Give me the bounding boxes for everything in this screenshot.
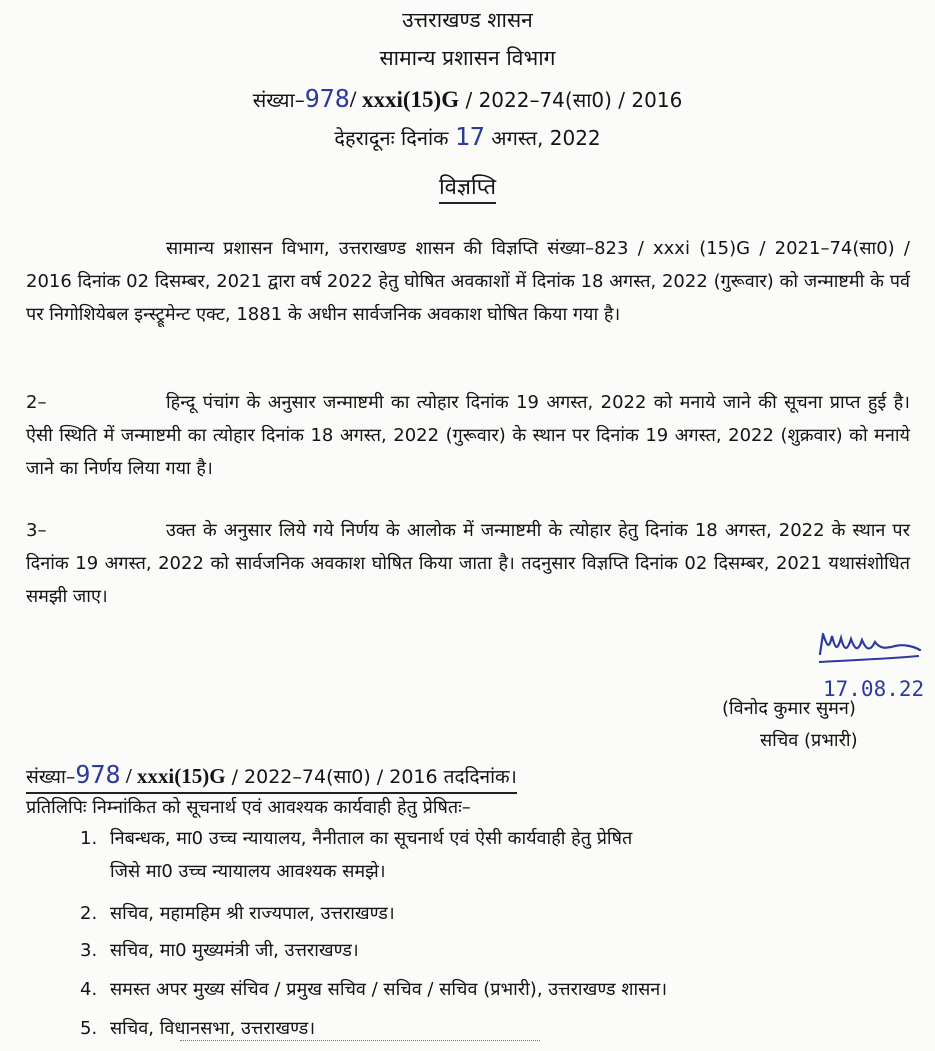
- notice-title: विज्ञप्ति: [0, 171, 935, 201]
- paragraph-3: [26, 514, 910, 613]
- signatory-name: (विनोद कुमार सुमन): [722, 698, 856, 719]
- list-item: 4. समस्त अपर मुख्य संचिव / प्रमुख सचिव / सचिव / सचिव (प्रभारी), उत्तराखण्ड शासन।: [80, 979, 668, 1000]
- copy-intro: प्रतिलिपिः निम्नांकित को सूचनार्थ एवं आवश्यक कार्यवाही हेतु प्रेषितः–: [26, 797, 471, 818]
- ref-suffix: / 2022–74(सा0) / 2016: [459, 88, 683, 112]
- list-item: 3. सचिव, मा0 मुख्यमंत्री जी, उत्तराखण्ड।: [80, 940, 359, 961]
- place-date-prefix: देहरादूनः दिनांक: [334, 126, 455, 150]
- list-item: 5. सचिव, विधानसभा, उत्तराखण्ड।: [80, 1018, 316, 1039]
- place-date: [0, 122, 935, 151]
- copy-reference-number: [26, 760, 517, 794]
- ref-code: / xxxi(15)G: [349, 87, 460, 112]
- signatory-designation: सचिव (प्रभारी): [760, 730, 858, 751]
- paragraph-2-number: 2–: [26, 392, 47, 413]
- place-date-suffix: अगस्त, 2022: [484, 126, 601, 150]
- paragraph-3-text: उक्त के अनुसार लिये गये निर्णय के आलोक में जन्माष्टमी के त्योहार हेतु दिनांक 18 अगस्त, 2022 के स्थान पर दिनांक 19 अगस्त, 2022 को सार्वजनिक अवकाश घोषित किया जाता है। तदनुसार विज्ञप्ति दिनांक 02 दिसम्बर, 2021 यथासंशोधित समझी जाए।: [26, 520, 910, 607]
- signature-date: 17.08.22: [823, 677, 925, 701]
- header-department: सामान्य प्रशासन विभाग: [379, 46, 556, 70]
- header-government: उत्तराखण्ड शासन: [402, 8, 533, 32]
- copy-ref-handwritten-number: 978: [75, 760, 121, 789]
- list-item: 1. निबन्धक, मा0 उच्च न्यायालय, नैनीताल का सूचनार्थ एवं ऐसी कार्यवाही हेतु प्रेषित: [80, 828, 633, 849]
- paragraph-2-text: हिन्दू पंचांग के अनुसार जन्माष्टमी का त्योहार दिनांक 19 अगस्त, 2022 को मनाये जाने की सूचना प्राप्त हुई है। ऐसी स्थिति में जन्माष्टमी का त्योहार दिनांक 18 अगस्त, 2022 (गुरूवार) के स्थान पर दिनांक 19 अगस्त, 2022 (शुक्रवार) को मनाये जाने का निर्णय लिया गया है।: [26, 392, 910, 479]
- paragraph-1: [26, 232, 910, 331]
- paragraph-1-text: सामान्य प्रशासन विभाग, उत्तराखण्ड शासन की विज्ञप्ति संख्या–823 / xxxi (15)G / 2021–74(सा0) / 2016 दिनांक 02 दिसम्बर, 2021 द्वारा वर्ष 2022 हेतु घोषित अवकाशों में दिनांक 18 अगस्त, 2022 (गुरूवार) को जन्माष्टमी के पर्व पर निगोशियेबल इन्स्ट्रूमेन्ट एक्ट, 1881 के अधीन सार्वजनिक अवकाश घोषित किया गया है।: [26, 238, 910, 325]
- paragraph-3-number: 3–: [26, 520, 47, 541]
- list-item-continuation: जिसे मा0 उच्च न्यायालय आवश्यक समझे।: [110, 861, 386, 882]
- copy-ref-suffix: / 2022–74(सा0) / 2016 तददिनांक।: [225, 766, 517, 788]
- ref-prefix: संख्या–: [252, 88, 305, 112]
- ref-handwritten-number: 978: [304, 84, 350, 113]
- paragraph-2: [26, 386, 910, 485]
- reference-number: [0, 84, 935, 113]
- handwritten-signature: [815, 626, 925, 706]
- copy-ref-code: / xxxi(15)G: [120, 764, 226, 788]
- cropped-next-line: [180, 1040, 540, 1051]
- list-item: 2. सचिव, महामहिम श्री राज्यपाल, उत्तराखण्ड।: [80, 903, 395, 924]
- handwritten-day: 17: [454, 122, 485, 151]
- copy-ref-prefix: संख्या–: [26, 766, 76, 788]
